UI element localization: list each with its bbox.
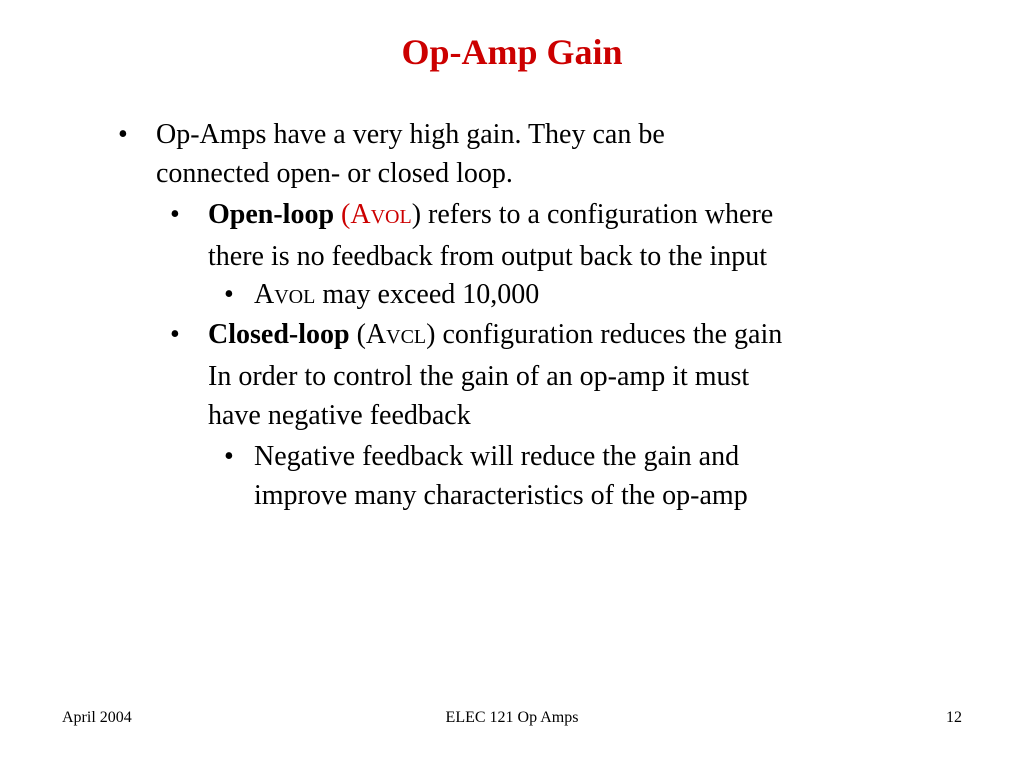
symbol-subscript: VOL bbox=[274, 286, 316, 308]
bullet-text-line bbox=[208, 315, 930, 357]
bullet-text-line: Negative feedback will reduce the gain and bbox=[254, 441, 740, 472]
bullet-level1-1 bbox=[118, 115, 838, 193]
bullet-level2-open-loop bbox=[170, 195, 910, 276]
bullet-marker: • bbox=[170, 319, 180, 350]
footer-page-number: 12 bbox=[946, 709, 962, 726]
paren-close: ) bbox=[411, 199, 422, 230]
bullet-text-line: In order to control the gain of an op-amp it must bbox=[208, 361, 750, 392]
bullet-text: refers to a configuration where bbox=[421, 199, 774, 230]
bullet-level3-negative-feedback bbox=[224, 437, 904, 515]
bullet-text-line: improve many characteristics of the op-amp bbox=[254, 480, 748, 511]
term-open-loop: Open-loop bbox=[208, 199, 335, 230]
paren-close: ) bbox=[426, 319, 436, 350]
footer-course: ELEC 121 Op Amps bbox=[445, 709, 579, 726]
bullet-text-line: there is no feedback from output back to the input bbox=[208, 241, 768, 272]
bullet-level3-avol bbox=[224, 275, 824, 317]
paren-open: ( bbox=[356, 319, 366, 350]
symbol-a: A bbox=[365, 319, 387, 350]
bullet-text: may exceed 10,000 bbox=[315, 279, 540, 310]
symbol-subscript: VOL bbox=[370, 206, 412, 228]
term-closed-loop: Closed-loop bbox=[208, 319, 350, 350]
bullet-marker: • bbox=[224, 441, 234, 472]
bullet-marker: • bbox=[170, 199, 180, 230]
bullet-text: configuration reduces the gain bbox=[435, 319, 783, 350]
bullet-level2-closed-loop bbox=[170, 315, 930, 435]
bullet-text-line bbox=[208, 195, 910, 237]
slide-title: Op-Amp Gain bbox=[401, 32, 623, 72]
bullet-marker: • bbox=[118, 119, 128, 150]
symbol-a: A bbox=[350, 199, 371, 230]
bullet-text-line: Op-Amps have a very high gain. They can be bbox=[156, 119, 665, 150]
bullet-marker: • bbox=[224, 279, 234, 310]
symbol-a: A bbox=[254, 279, 275, 310]
bullet-text-line bbox=[254, 275, 824, 317]
bullet-text-line: connected open- or closed loop. bbox=[156, 158, 513, 189]
symbol-subscript: VCL bbox=[386, 326, 427, 348]
bullet-text-line: have negative feedback bbox=[208, 400, 471, 431]
symbol-avol bbox=[341, 199, 412, 230]
footer-date: April 2004 bbox=[62, 709, 132, 726]
paren-open: ( bbox=[341, 199, 351, 230]
